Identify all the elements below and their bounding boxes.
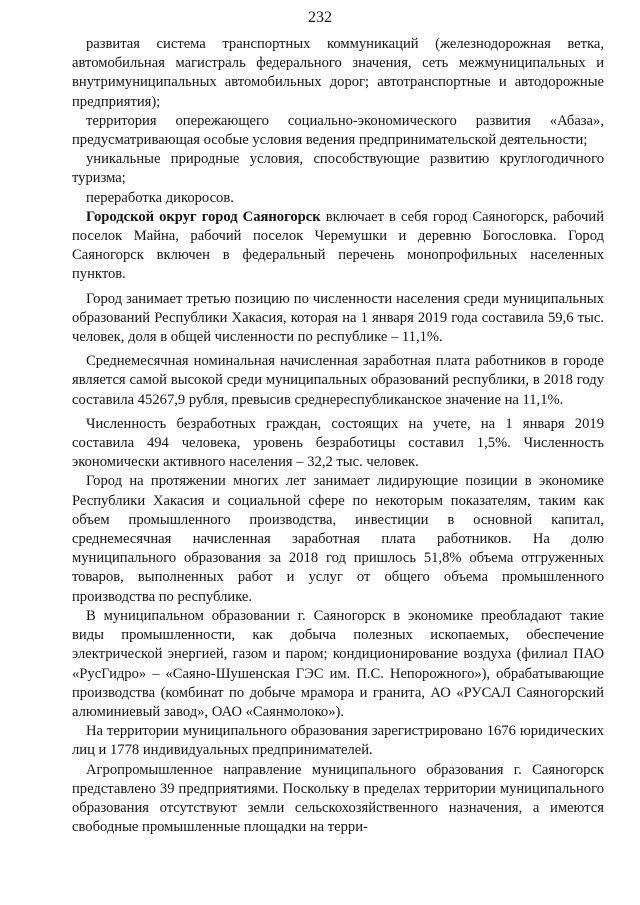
sayanogorsk-intro-text: включает в себя город Саяногорск, рабочий поселок Майна, рабочий поселок Черемушки и деревню Богословка. Город Саяногорск включен в федеральный перечень монопрофильных населенных пунктов. — [72, 208, 605, 283]
paragraph-industry: В муниципальном образовании г. Саяногорск в экономике преобладают такие виды промышленности, как добыча полезных ископаемых, обеспечение электрической энергией, газом и паром; кондиционирование воздуха (филиал ПАО «РусГидро» – «Саяно-Шушенская ГЭС им. П.С. Непорожного»), обрабатывающие производства (комбинат по добыче мрамора и гранита, АО «РУСАЛ Саяногорский алюминиевый завод», ОАО «Саянмолоко»). — [72, 607, 604, 720]
paragraph-abaza-territory: территория опережающего социально-экономического развития «Абаза», предусматривающая особые условия ведения предпринимательской деятельности; — [72, 112, 604, 149]
paragraph-natural-conditions: уникальные природные условия, способствующие развитию круглогодичного туризма; — [72, 151, 604, 187]
sayanogorsk-heading: Городской округ город Саяногорск — [86, 208, 321, 225]
paragraph-population: Город занимает третью позицию по численности населения среди муниципальных образований Республики Хакасия, которая на 1 января 2019 года составила 59,6 тыс. человек, доля в общей численности по республике – 11,1%. — [72, 290, 604, 346]
paragraph-wild-plants: переработка дикоросов. — [86, 189, 234, 206]
page-number: 232 — [308, 9, 332, 26]
paragraph-registered-entities: На территории муниципального образования зарегистрировано 1676 юридических лиц и 1778 индивидуальных предпринимателей. — [72, 723, 604, 759]
paragraph-leadership: Город на протяжении многих лет занимает лидирующие позиции в экономике Республики Хакасия и социальной сфере по некоторым показателям, таким как объем промышленного производства, инвестиции в основной капитал, среднемесячная начисленная заработная плата работников. На долю муниципального образования за 2018 год пришлось 51,8% объема отгруженных товаров, выполненных работ и услуг от общего объема промышленного производства по республике. — [72, 473, 604, 605]
paragraph-agro: Агропромышленное направление муниципального образования г. Саяногорск представлено 39 предприятиями. Поскольку в пределах территории муниципального образования отсутствуют земли сельскохозяйственного назначения, а имеются свободные промышленные площадки на терри- — [72, 761, 604, 836]
paragraph-transport: развитая система транспортных коммуникаций (железнодорожная ветка, автомобильная магистраль федерального значения, сеть межмуниципальных и внутримуниципальных автомобильных дорог; автотранспортные и автодорожные предприятия); — [72, 36, 604, 110]
paragraph-unemployment: Численность безработных граждан, состоящих на учете, на 1 января 2019 составила 494 человека, уровень безработицы составил 1,5%. Численность экономически активного населения – 32,2 тыс. человек. — [72, 415, 604, 471]
body-text — [72, 35, 604, 837]
paragraph-salary: Среднемесячная номинальная начисленная заработная плата работников в городе является самой высокой среди муниципальных образований республики, в 2018 году составила 45267,9 рубля, превысив среднереспубликанское значение на 11,1%. — [72, 353, 604, 408]
paragraph-sayanogorsk-intro — [72, 208, 604, 285]
